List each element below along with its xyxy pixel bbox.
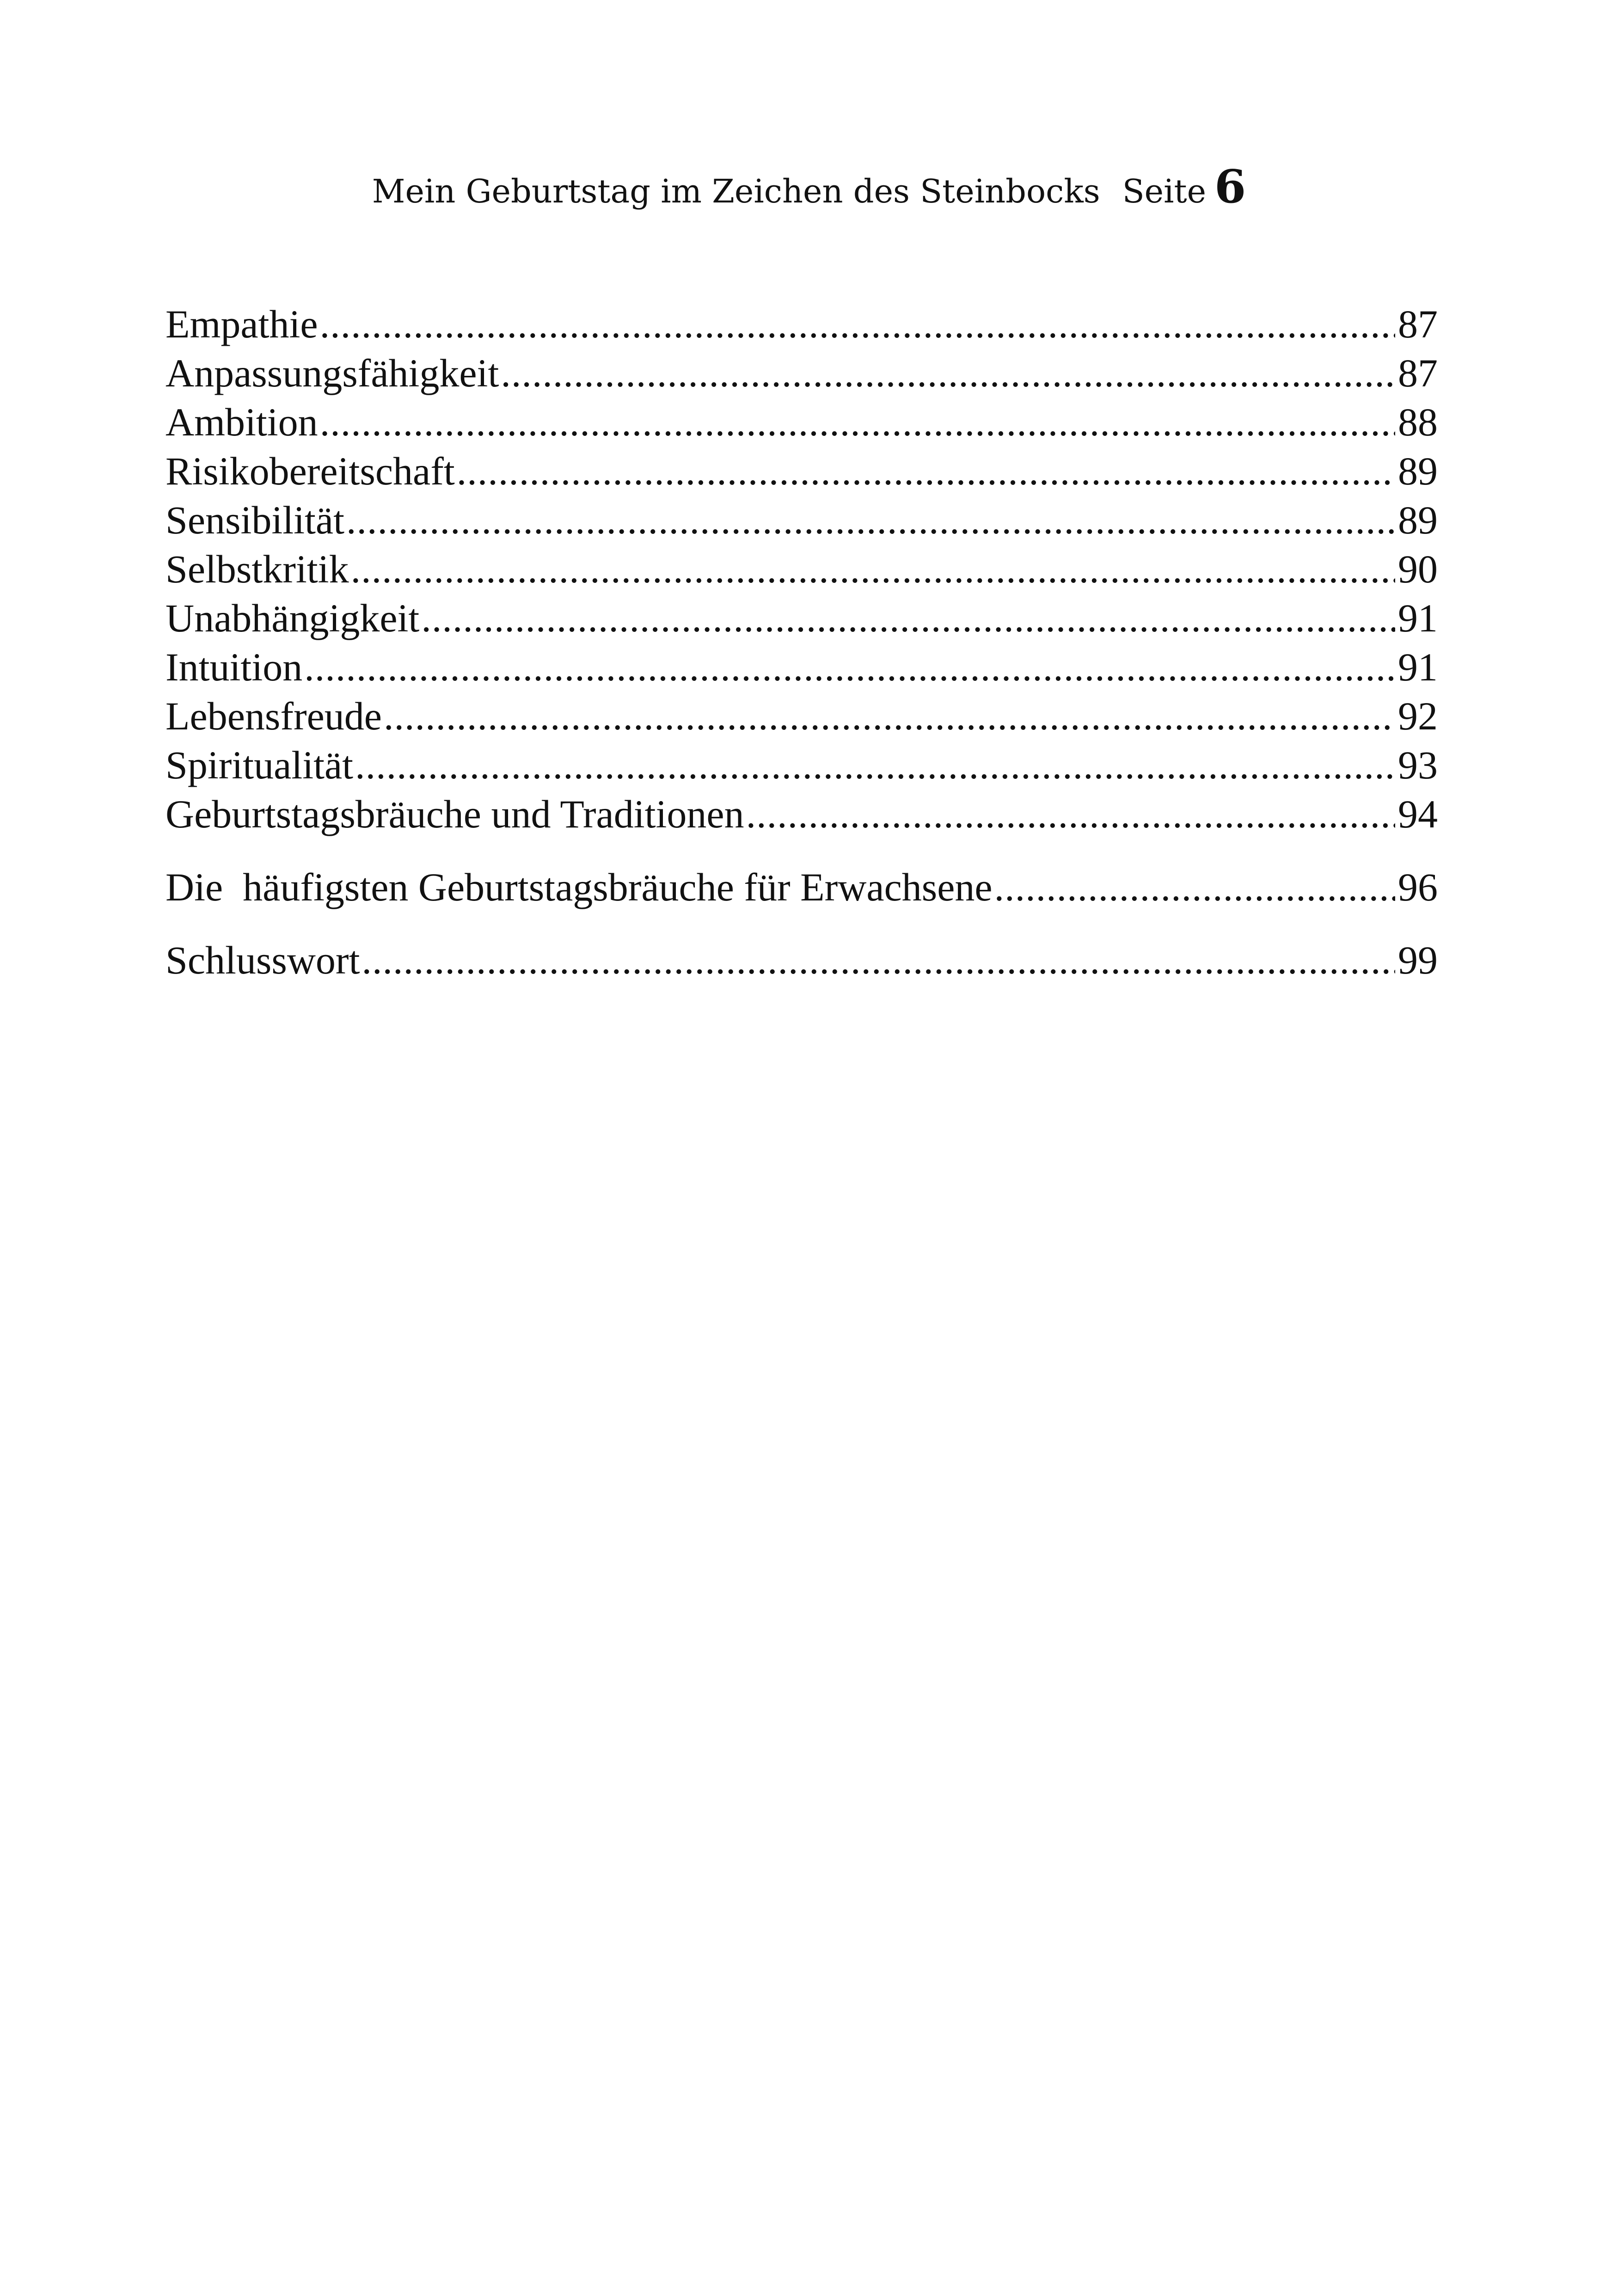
toc-leader-dots <box>355 741 1395 790</box>
toc-entry[interactable] <box>165 496 1438 545</box>
toc-entry[interactable] <box>165 863 1438 912</box>
toc-entry-title: Spiritualität <box>165 743 354 787</box>
toc-entry-page: 91 <box>1398 596 1438 640</box>
toc-entry[interactable] <box>165 447 1438 496</box>
toc-leader-dots <box>304 643 1395 692</box>
toc-entry[interactable] <box>165 741 1438 790</box>
toc-entry-page: 93 <box>1398 743 1438 787</box>
toc-entry-title: Risikobereitschaft <box>165 449 455 493</box>
toc-entry-title: Schlusswort <box>165 938 360 982</box>
toc-leader-dots <box>746 790 1395 839</box>
toc-entry-title: Lebensfreude <box>165 694 382 738</box>
toc-entry-title: Anpassungsfähigkeit <box>165 351 499 395</box>
toc-leader-dots <box>320 398 1395 447</box>
toc-entry[interactable] <box>165 545 1438 594</box>
toc-entry-page: 96 <box>1398 865 1438 909</box>
toc-entry-title: Intuition <box>165 645 303 689</box>
page-label: Seite <box>1122 172 1207 210</box>
toc-entry[interactable] <box>165 936 1438 985</box>
toc-entry-page: 87 <box>1398 351 1438 395</box>
toc-entry-page: 89 <box>1398 449 1438 493</box>
toc-entry-page: 92 <box>1398 694 1438 738</box>
toc-entry-page: 88 <box>1398 400 1438 444</box>
page-number: 6 <box>1214 160 1246 214</box>
toc-entry[interactable] <box>165 790 1438 839</box>
toc-entry[interactable] <box>165 398 1438 447</box>
toc-entry[interactable] <box>165 594 1438 643</box>
toc-entry-title: Geburtstagsbräuche und Traditionen <box>165 792 744 836</box>
toc-entry-page: 91 <box>1398 645 1438 689</box>
table-of-contents <box>165 300 1438 985</box>
toc-entry[interactable] <box>165 300 1438 349</box>
toc-leader-dots <box>457 447 1395 496</box>
toc-entry-page: 99 <box>1398 938 1438 982</box>
toc-leader-dots <box>384 692 1395 741</box>
toc-entry-page: 89 <box>1398 498 1438 542</box>
toc-leader-dots <box>994 863 1395 912</box>
toc-entry-page: 87 <box>1398 302 1438 346</box>
toc-leader-dots <box>362 936 1395 985</box>
toc-entry-page: 90 <box>1398 547 1438 591</box>
toc-entry-title: Unabhängigkeit <box>165 596 420 640</box>
toc-entry-title: Die häufigsten Geburtstagsbräuche für Erwachsene <box>165 865 993 909</box>
toc-entry-page: 94 <box>1398 792 1438 836</box>
document-title: Mein Geburtstag im Zeichen des Steinbocks <box>372 172 1100 210</box>
page-header <box>0 159 1618 219</box>
toc-leader-dots <box>346 496 1395 545</box>
toc-leader-dots <box>421 594 1395 643</box>
toc-entry-title: Empathie <box>165 302 318 346</box>
toc-leader-dots <box>320 300 1395 349</box>
toc-entry-title: Selbstkritik <box>165 547 349 591</box>
toc-leader-dots <box>351 545 1395 594</box>
toc-entry-title: Ambition <box>165 400 318 444</box>
toc-entry[interactable] <box>165 643 1438 692</box>
toc-entry[interactable] <box>165 692 1438 741</box>
toc-entry-title: Sensibilität <box>165 498 344 542</box>
toc-entry[interactable] <box>165 349 1438 398</box>
toc-leader-dots <box>501 349 1395 398</box>
